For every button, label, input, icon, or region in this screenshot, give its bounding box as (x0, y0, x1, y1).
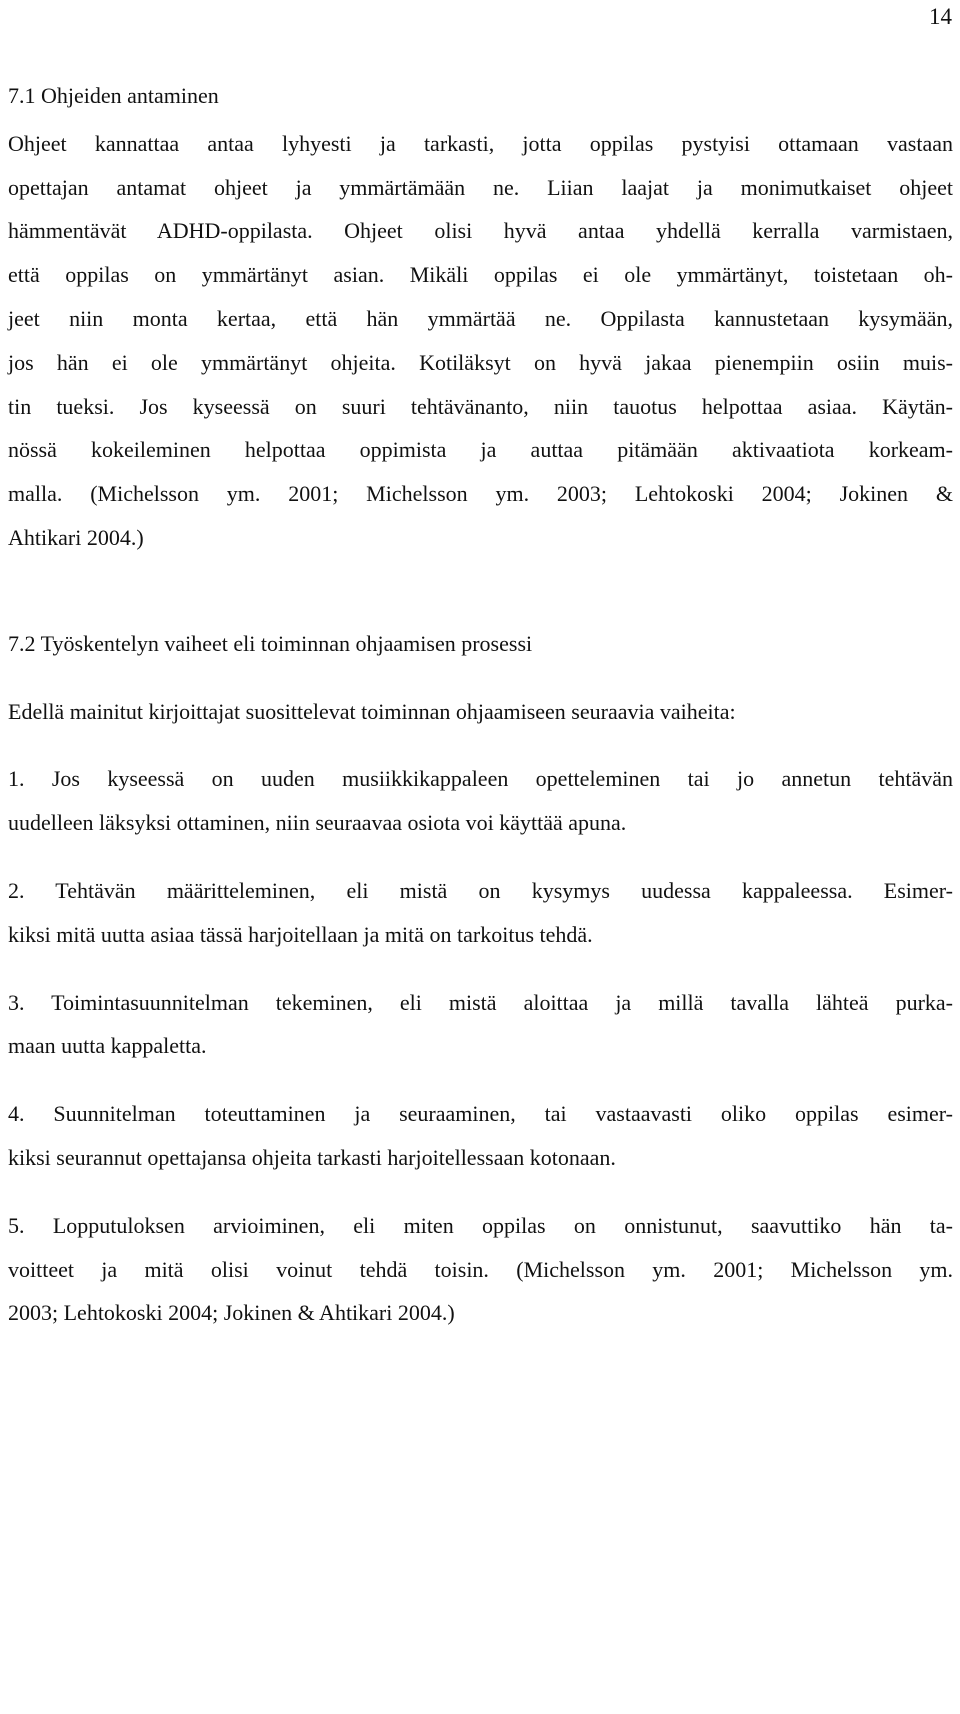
section-heading-7-2: 7.2 Työskentelyn vaiheet eli toiminnan ohjaamisen prosessi (8, 630, 533, 656)
paragraph-line: hämmentävät ADHD-oppilasta. Ohjeet olisi hyvä antaa yhdellä kerralla varmistaen, (8, 218, 953, 244)
paragraph-line: nössä kokeileminen helpottaa oppimista ja auttaa pitämään aktivaatiota korkeam- (8, 437, 953, 463)
paragraph-line: Ohjeet kannattaa antaa lyhyesti ja tarkasti, jotta oppilas pystyisi ottamaan vastaan (8, 130, 953, 156)
list-item-3 (8, 981, 953, 1069)
list-item-line-last: uudelleen läksyksi ottaminen, niin seuraavaa osiota voi käyttää apuna. (8, 810, 627, 836)
list-item-line: 5. Lopputuloksen arvioiminen, eli miten oppilas on onnistunut, saavuttiko hän ta- (8, 1212, 953, 1238)
list-item-line-last: kiksi mitä uutta asiaa tässä harjoitellaan ja mitä on tarkoitus tehdä. (8, 921, 593, 947)
paragraph-ohjeiden-antaminen (8, 122, 953, 560)
paragraph-line: tin tueksi. Jos kyseessä on suuri tehtävänanto, niin tauotus helpottaa asiaa. Käytän- (8, 393, 953, 419)
document-body (8, 74, 953, 1335)
list-item-2 (8, 869, 953, 957)
paragraph-line: malla. (Michelsson ym. 2001; Michelsson ym. 2003; Lehtokoski 2004; Jokinen & (8, 481, 953, 507)
paragraph-line: että oppilas on ymmärtänyt asian. Mikäli oppilas ei ole ymmärtänyt, toistetaan oh- (8, 262, 953, 288)
page-number: 14 (929, 4, 952, 29)
list-item-5 (8, 1204, 953, 1335)
paragraph-line: opettajan antamat ohjeet ja ymmärtämään ne. Liian laajat ja monimutkaiset ohjeet (8, 174, 953, 200)
list-item-line-last: maan uutta kappaletta. (8, 1033, 207, 1059)
section-heading-7-1: 7.1 Ohjeiden antaminen (8, 83, 219, 108)
list-item-line-last: kiksi seurannut opettajansa ohjeita tarkasti harjoitellessaan kotonaan. (8, 1144, 616, 1170)
paragraph-line: jeet niin monta kertaa, että hän ymmärtää ne. Oppilasta kannustetaan kysymään, (8, 305, 953, 331)
list-item-1 (8, 757, 953, 845)
section-intro: Edellä mainitut kirjoittajat suosittelevat toiminnan ohjaamiseen seuraavia vaiheita: (8, 698, 736, 724)
paragraph-line: jos hän ei ole ymmärtänyt ohjeita. Kotiläksyt on hyvä jakaa pienempiin osiin muis- (8, 349, 953, 375)
paragraph-line-last: Ahtikari 2004.) (8, 524, 144, 550)
list-item-line: 2. Tehtävän määritteleminen, eli mistä on kysymys uudessa kappaleessa. Esimer- (8, 877, 953, 903)
list-item-line: voitteet ja mitä olisi voinut tehdä toisin. (Michelsson ym. 2001; Michelsson ym. (8, 1256, 953, 1282)
list-item-line: 1. Jos kyseessä on uuden musiikkikappaleen opetteleminen tai jo annetun tehtävän (8, 766, 953, 792)
list-item-line: 3. Toimintasuunnitelman tekeminen, eli mistä aloittaa ja millä tavalla lähteä purka- (8, 989, 953, 1015)
list-item-line: 4. Suunnitelman toteuttaminen ja seuraaminen, tai vastaavasti oliko oppilas esimer- (8, 1101, 953, 1127)
list-item-line-last: 2003; Lehtokoski 2004; Jokinen & Ahtikari 2004.) (8, 1300, 455, 1326)
list-item-4 (8, 1092, 953, 1180)
